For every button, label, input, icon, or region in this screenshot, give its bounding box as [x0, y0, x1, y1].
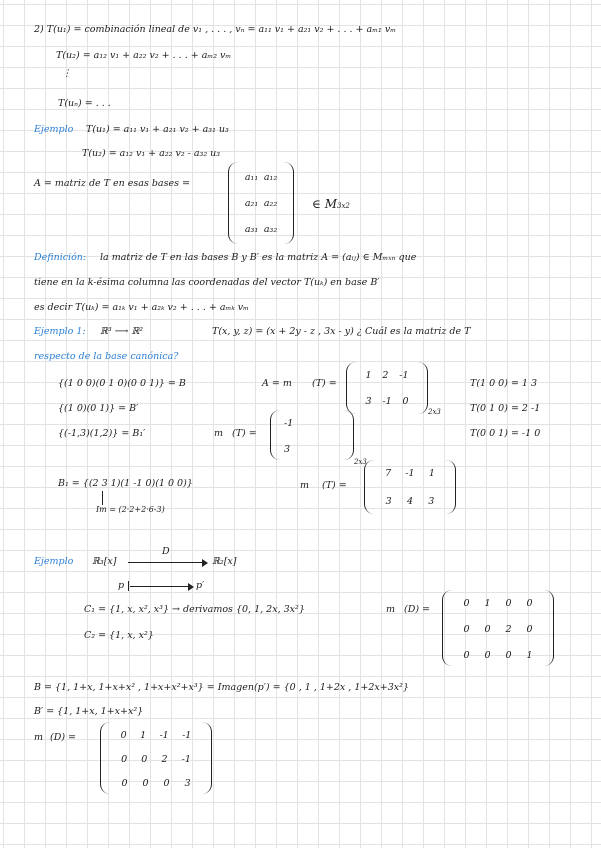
- maps-to-bar: [128, 581, 129, 591]
- matrix-row: 3 4 3: [385, 496, 435, 507]
- derivative-codomain: ℝ₂[x]: [212, 556, 237, 567]
- example1-label: Ejemplo 1:: [34, 326, 86, 337]
- basis-b-prime: {(1 0)(0 1)} = B′: [58, 403, 139, 414]
- matrix-m1-size: 2x3: [428, 408, 441, 416]
- t-e1: T(1 0 0) = 1 3: [470, 378, 538, 389]
- matrix-m1: [346, 362, 428, 414]
- matrix-row: 0 0 0 1: [463, 650, 533, 661]
- matrix-row: 0 1 0 0: [463, 598, 533, 609]
- matrix-row: a₃₁ a₃₂: [244, 224, 278, 235]
- t-e2: T(0 1 0) = 2 -1: [470, 403, 541, 414]
- matrix-row: 0 0 2 -1: [121, 754, 191, 765]
- basis-b-prime-polynomials: B′ = {1, 1+x, 1+x+x²}: [34, 706, 144, 717]
- matrix-m2-eq: (T) =: [232, 428, 257, 439]
- basis-b-polynomials: B = {1, 1+x, 1+x+x² , 1+x+x²+x³} = Imagen(p′) = {0 , 1 , 1+2x , 1+2x+3x²}: [34, 682, 409, 693]
- matrix-row: 0 0 0 3: [121, 778, 191, 789]
- definition-line-1: la matriz de T en las bases B y B′ es la matriz A = (aᵢⱼ) ∈ Mₘₓₙ que: [100, 252, 417, 263]
- matrix-row: -1: [284, 418, 294, 429]
- basis-b1-note: Im = (2·2+2·6-3): [96, 505, 165, 514]
- matrix-row: a₂₁ a₂₂: [244, 198, 278, 209]
- matrix-a: [228, 162, 294, 244]
- basis-b1: B₁ = {(2 3 1)(1 -1 0)(1 0 0)}: [58, 478, 193, 489]
- line-t-u2: T(u₂) = a₁₂ v₁ + a₂₂ v₂ + . . . + aₘ₂ vₘ: [56, 50, 232, 61]
- derivative-arrow: [128, 562, 206, 563]
- matrix-m4-label: m: [386, 604, 396, 615]
- definition-label: Definición:: [34, 252, 87, 263]
- t-e3: T(0 0 1) = -1 0: [470, 428, 541, 439]
- matrix-m5-eq: (D) =: [50, 732, 77, 743]
- example-line-1: T(u₁) = a₁₁ v₁ + a₂₁ v₂ + a₃₁ u₃: [86, 124, 229, 135]
- definition-line-3: es decir T(uₖ) = a₁ₖ v₁ + a₂ₖ v₂ + . . . + aₘₖ vₘ: [34, 302, 250, 313]
- derivative-domain: ℝ₃[x]: [92, 556, 117, 567]
- matrix-m3: [364, 460, 456, 514]
- matrix-row: 0 0 2 0: [463, 624, 533, 635]
- basis-c1: C₁ = {1, x, x², x³} → derivamos {0, 1, 2x, 3x²}: [84, 604, 305, 615]
- matrix-set: ∈ M3x2: [312, 197, 350, 211]
- matrix-m3-eq: (T) =: [322, 480, 347, 491]
- basis-b: {(1 0 0)(0 1 0)(0 0 1)} = B: [58, 378, 186, 389]
- matrix-m2-size: 2x3: [354, 458, 367, 466]
- matrix-row: a₁₁ a₁₂: [244, 172, 278, 183]
- matrix-row: 7 -1 1: [385, 468, 435, 479]
- line-t-un: T(uₙ) = . . .: [58, 98, 111, 109]
- basis-b1-prime: {(-1,3)(1,2)} = B₁′: [58, 428, 146, 439]
- matrix-m5-label: m: [34, 732, 44, 743]
- matrix-m4-eq: (D) =: [404, 604, 431, 615]
- example1-question: respecto de la base canónica?: [34, 351, 179, 362]
- example-label: Ejemplo: [34, 124, 74, 135]
- matrix-row: 1 2 -1: [365, 370, 409, 381]
- matrix-m5: [100, 722, 212, 794]
- example1-transform: T(x, y, z) = (x + 2y - z , 3x - y) ¿ Cuál es la matriz de T: [212, 326, 471, 337]
- matrix-m3-label: m: [300, 480, 310, 491]
- definition-line-2: tiene en la k-ésima columna las coordenadas del vector T(uₖ) en base B′: [34, 277, 380, 288]
- matrix-m2-label: m: [214, 428, 224, 439]
- matrix-m2: [270, 410, 354, 460]
- example-derivative-label: Ejemplo: [34, 556, 74, 567]
- vertical-dots: ⋮: [62, 68, 72, 79]
- basis-c2: C₂ = {1, x, x²}: [84, 630, 154, 641]
- line-combination: 2) T(u₁) = combinación lineal de v₁ , . . . , vₙ = a₁₁ v₁ + a₂₁ v₂ + . . . + aₘ₁ vₘ: [34, 24, 397, 35]
- matrix-m1-label: A = m: [262, 378, 292, 389]
- derivative-symbol: D: [162, 546, 170, 557]
- polynomial-p-prime: p′: [196, 580, 205, 591]
- maps-to-arrow: [130, 586, 192, 587]
- polynomial-p: p: [118, 580, 125, 591]
- matrix-m4: [442, 590, 554, 666]
- matrix-row: 0 1 -1 -1: [120, 730, 192, 741]
- example-line-2: T(u₂) = a₁₂ v₁ + a₂₂ v₂ - a₃₂ u₃: [82, 148, 221, 159]
- matrix-m1-eq: (T) =: [312, 378, 337, 389]
- basis-b1-arrow: [102, 491, 103, 505]
- matrix-row: 3: [284, 444, 291, 455]
- matrix-a-definition: A = matriz de T en esas bases =: [34, 178, 190, 189]
- matrix-row: 3 -1 0: [365, 396, 409, 407]
- example1-map: ℝ³ ⟶ ℝ²: [100, 326, 144, 337]
